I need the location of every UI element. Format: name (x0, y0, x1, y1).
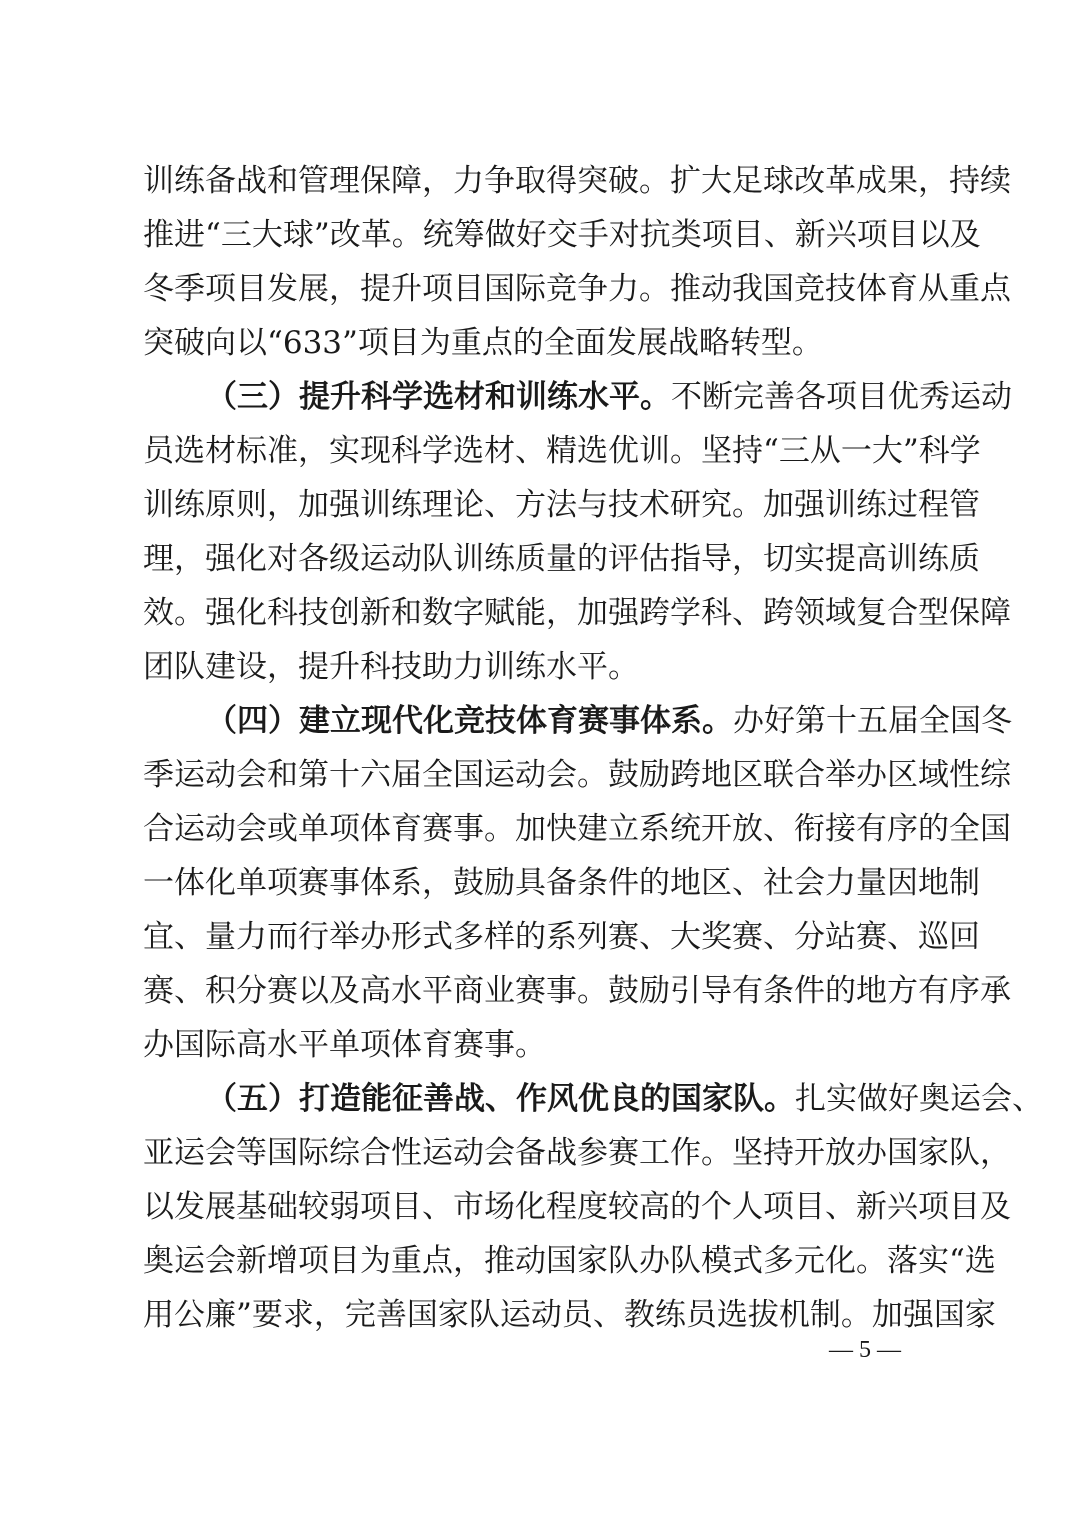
text-run: 不断完善各项目优秀运动 (671, 379, 1012, 415)
text-line: 奥运会新增项目为重点，推动国家队办队模式多元化。落实“选 (143, 1243, 996, 1279)
paragraph-first-line (206, 694, 1012, 748)
text-line: 用公廉”要求，完善国家队运动员、教练员选拔机制。加强国家 (143, 1297, 996, 1333)
text-line: 办国际高水平单项体育赛事。 (143, 1027, 546, 1063)
text-line: 理，强化对各级运动队训练质量的评估指导，切实提高训练质 (143, 541, 980, 577)
text-line: 赛、积分赛以及高水平商业赛事。鼓励引导有条件的地方有序承 (143, 973, 1011, 1009)
text-run: 办好第十五届全国冬 (733, 703, 1012, 739)
text-line: 一体化单项赛事体系，鼓励具备条件的地区、社会力量因地制 (143, 865, 980, 901)
text-line: 训练原则，加强训练理论、方法与技术研究。加强训练过程管 (143, 487, 980, 523)
text-line: 合运动会或单项体育赛事。加快建立系统开放、衔接有序的全国 (143, 811, 1011, 847)
page-number: — 5 — (829, 1337, 901, 1363)
section-heading-5: （五）打造能征善战、作风优良的国家队。 (206, 1081, 795, 1117)
text-line: 团队建设，提升科技助力训练水平。 (143, 649, 639, 685)
section-heading-4: （四）建立现代化竞技体育赛事体系。 (206, 703, 733, 739)
text-line: 推进“三大球”改革。统筹做好交手对抗类项目、新兴项目以及 (143, 217, 981, 253)
text-line: 训练备战和管理保障，力争取得突破。扩大足球改革成果，持续 (143, 163, 1011, 199)
text-line: 以发展基础较弱项目、市场化程度较高的个人项目、新兴项目及 (143, 1189, 1011, 1225)
paragraph-first-line (206, 370, 1012, 424)
text-line: 宜、量力而行举办形式多样的系列赛、大奖赛、分站赛、巡回 (143, 919, 980, 955)
text-line: 员选材标准，实现科学选材、精选优训。坚持“三从一大”科学 (143, 433, 981, 469)
section-heading-3: （三）提升科学选材和训练水平。 (206, 379, 671, 415)
text-line: 效。强化科技创新和数字赋能，加强跨学科、跨领域复合型保障 (143, 595, 1011, 631)
text-run: 扎实做好奥运会、 (795, 1081, 1043, 1117)
paragraph-first-line (206, 1072, 1043, 1126)
text-line: 亚运会等国际综合性运动会备战参赛工作。坚持开放办国家队， (143, 1135, 1011, 1171)
text-line: 冬季项目发展，提升项目国际竞争力。推动我国竞技体育从重点 (143, 271, 1011, 307)
text-line: 季运动会和第十六届全国运动会。鼓励跨地区联合举办区域性综 (143, 757, 1011, 793)
text-line: 突破向以“633”项目为重点的全面发展战略转型。 (143, 325, 823, 361)
